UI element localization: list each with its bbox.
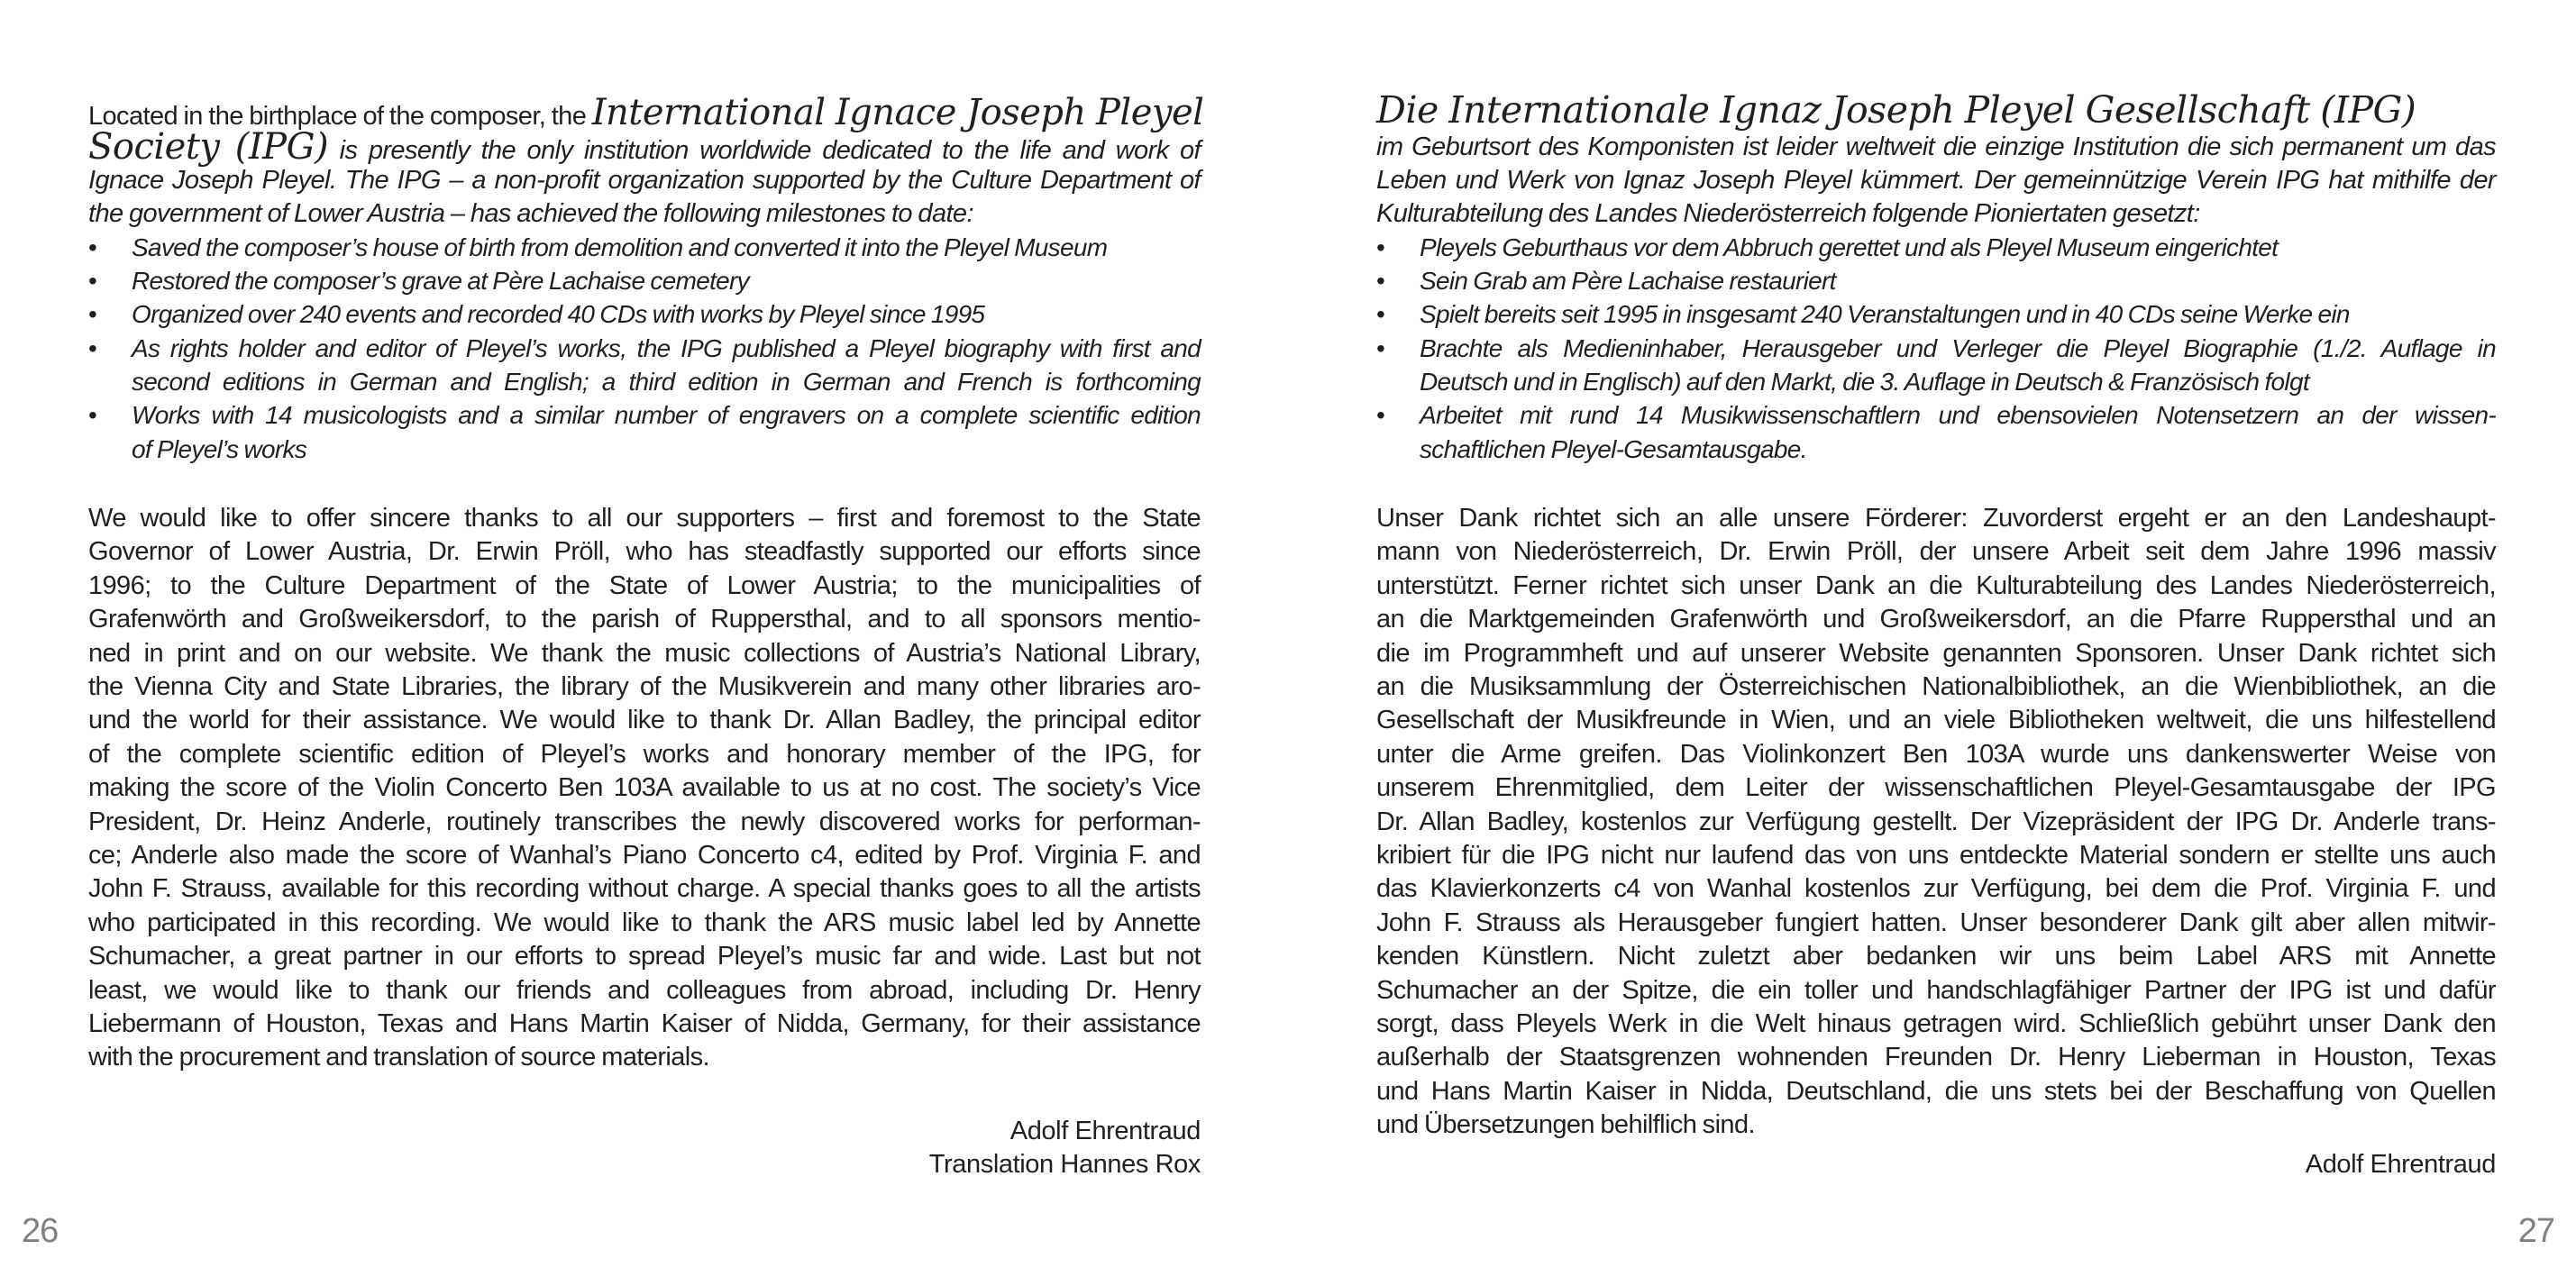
paragraph-line: mann von Niederösterreich, Dr. Erwin Pröll, der unsere Arbeit seit dem Jahre 1996 massiv	[1376, 537, 2496, 567]
bullet-icon: •	[88, 300, 97, 328]
paragraph-line: Grafenwörth and Großweikersdorf, to the parish of Ruppersthal, and to all sponsors mentio-	[88, 605, 1201, 634]
bullet-icon: •	[88, 401, 97, 429]
intro-line	[88, 126, 1201, 168]
list-item: • Works with 14 musicologists and a similar number of engravers on a complete scientific edition	[88, 398, 1201, 433]
paragraph-line: unserem Ehrenmitglied, dem Leiter der wissenschaftlichen Pleyel-Gesamtausgabe der IPG	[1376, 773, 2496, 803]
intro-line	[88, 92, 1204, 133]
bullet-icon: •	[88, 334, 97, 362]
list-item-continuation: of Pleyel’s works	[132, 435, 307, 463]
bullet-icon: •	[88, 267, 97, 295]
list-item: • Pleyels Geburthaus vor dem Abbruch gerettet und als Pleyel Museum eingerichtet	[1376, 231, 2496, 265]
society-name-script: International Ignace Joseph Pleyel	[591, 92, 1204, 133]
list-item: • Organized over 240 events and recorded 40 CDs with works by Pleyel since 1995	[88, 297, 1201, 332]
list-item-continuation: second editions in German and English; a third edition in German and French is forthcoming	[132, 368, 1201, 396]
bullet-icon: •	[1376, 233, 1385, 261]
list-item: • Brachte als Medieninhaber, Herausgeber und Verleger die Pleyel Biographie (1./2. Auflage in	[1376, 332, 2496, 366]
list-item: • Spielt bereits seit 1995 in insgesamt 240 Veranstaltungen und in 40 CDs seine Werke ein	[1376, 297, 2496, 332]
paragraph-line: ned in print and on our website. We thank the music collections of Austria’s National Library,	[88, 638, 1201, 668]
bullet-icon: •	[88, 233, 97, 261]
paragraph-line: President, Dr. Heinz Anderle, routinely transcribes the newly discovered works for performan-	[88, 807, 1201, 836]
intro-line: Kulturabteilung des Landes Niederösterreich folgende Pioniertaten gesetzt:	[1376, 199, 2200, 228]
paragraph-line: Schumacher an der Spitze, die ein toller und handschlagfähiger Partner der IPG ist und dafür	[1376, 975, 2496, 1005]
list-item-continuation: Deutsch und in Englisch) auf den Markt, die 3. Auflage in Deutsch & Französisch folgt	[1420, 368, 2309, 396]
paragraph-line: außerhalb der Staatsgrenzen wohnenden Freunden Dr. Henry Lieberman in Houston, Texas	[1376, 1043, 2496, 1072]
paragraph-line: an die Marktgemeinden Grafenwörth und Großweikersdorf, an die Pfarre Ruppersthal und an	[1376, 605, 2496, 634]
paragraph-line: John F. Strauss als Herausgeber fungiert hatten. Unser besonderer Dank gilt aber allen mitwir-	[1376, 908, 2496, 937]
paragraph-line: who participated in this recording. We would like to thank the ARS music label led by Annette	[88, 908, 1201, 937]
paragraph-line: Unser Dank richtet sich an alle unsere Förderer: Zuvorderst ergeht er an den Landeshaupt-	[1376, 504, 2496, 533]
paragraph-line: die im Programmheft und auf unserer Website genannten Sponsoren. Unser Dank richtet sich	[1376, 638, 2496, 668]
bullet-icon: •	[1376, 401, 1385, 429]
paragraph-line: kenden Künstlern. Nicht zuletzt aber bedanken wir uns beim Label ARS mit Annette	[1376, 942, 2496, 971]
intro-line: Leben und Werk von Ignaz Joseph Pleyel kümmert. Der gemeinnützige Verein IPG hat mithilfe der	[1376, 166, 2496, 195]
paragraph-line: making the score of the Violin Concerto Ben 103A available to us at no cost. The society’s Vice	[88, 773, 1201, 803]
paragraph-line: sorgt, dass Pleyels Werk in die Welt hinaus getragen wird. Schließlich gebührt unser Dank den	[1376, 1009, 2496, 1038]
list-item: • Restored the composer’s grave at Père Lachaise cemetery	[88, 264, 1201, 298]
paragraph-line: of the complete scientific edition of Pleyel’s works and honorary member of the IPG, for	[88, 739, 1201, 769]
intro-line: im Geburtsort des Komponisten ist leider weltweit die einzige Institution die sich permanent um das	[1376, 132, 2496, 161]
paragraph-line: Dr. Allan Badley, kostenlos zur Verfügung gestellt. Der Vizepräsident der IPG Dr. Anderle trans-	[1376, 807, 2496, 836]
paragraph-line: Gesellschaft der Musikfreunde in Wien, und an viele Bibliotheken weltweit, die uns hilfestellend	[1376, 706, 2496, 735]
intro-text: is presently the only institution worldwide dedicated to the life and work of	[328, 136, 1201, 165]
paragraph-line: und Hans Martin Kaiser in Nidda, Deutschland, die uns stets bei der Beschaffung von Quellen	[1376, 1076, 2496, 1106]
paragraph-line: Liebermann of Houston, Texas and Hans Martin Kaiser of Nidda, Germany, for their assistance	[88, 1009, 1201, 1038]
intro-text: Located in the birthplace of the composer, the	[88, 102, 592, 131]
right-page	[1288, 0, 2576, 1277]
paragraph-line: unterstützt. Ferner richtet sich unser Dank an die Kulturabteilung des Landes Niederösterreich,	[1376, 570, 2496, 600]
intro-line: Ignace Joseph Pleyel. The IPG – a non-profit organization supported by the Culture Department of	[88, 166, 1201, 195]
paragraph-line: Schumacher, a great partner in our efforts to spread Pleyel’s music far and wide. Last but not	[88, 942, 1201, 971]
paragraph-line: ce; Anderle also made the score of Wanhal’s Piano Concerto c4, edited by Prof. Virginia F. and	[88, 841, 1201, 870]
bullet-icon: •	[1376, 334, 1385, 362]
list-item-continuation: schaftlichen Pleyel-Gesamtausgabe.	[1420, 435, 1807, 463]
list-item: • Arbeitet mit rund 14 Musikwissenschaftlern und ebensovielen Notensetzern an der wissen-	[1376, 398, 2496, 433]
paragraph-line: least, we would like to thank our friends and colleagues from abroad, including Dr. Henry	[88, 975, 1201, 1005]
author-signature: Adolf Ehrentraud	[2305, 1150, 2496, 1179]
paragraph-line: the Vienna City and State Libraries, the library of the Musikverein and many other libraries aro-	[88, 672, 1201, 701]
bullet-icon: •	[1376, 267, 1385, 295]
paragraph-line: und the world for their assistance. We would like to thank Dr. Allan Badley, the principal editor	[88, 706, 1201, 735]
paragraph-line: und Übersetzungen behilflich sind.	[1376, 1110, 1755, 1140]
paragraph-line: das Klavierkonzerts c4 von Wanhal kostenlos zur Verfügung, bei dem die Prof. Virginia F. und	[1376, 874, 2496, 904]
paragraph-line: 1996; to the Culture Department of the State of Lower Austria; to the municipalities of	[88, 570, 1201, 600]
list-item: • Saved the composer’s house of birth from demolition and converted it into the Pleyel Museum	[88, 231, 1201, 265]
paragraph-line: John F. Strauss, available for this recording without charge. A special thanks goes to all the artists	[88, 874, 1201, 904]
author-signature: Adolf Ehrentraud	[1009, 1117, 1201, 1145]
paragraph-line: Governor of Lower Austria, Dr. Erwin Pröll, who has steadfastly supported our efforts since	[88, 537, 1201, 567]
page-number: 26	[22, 1212, 59, 1250]
page-heading: Die Internationale Ignaz Joseph Pleyel Gesellschaft (IPG)	[1376, 88, 2416, 132]
page-number: 27	[2517, 1212, 2554, 1250]
intro-line: the government of Lower Austria – has achieved the following milestones to date:	[88, 199, 973, 228]
list-item: • Sein Grab am Père Lachaise restauriert	[1376, 264, 2496, 298]
bullet-icon: •	[1376, 300, 1385, 328]
paragraph-line: unter die Arme greifen. Das Violinkonzert Ben 103A wurde uns dankenswerter Weise von	[1376, 739, 2496, 769]
list-item: • As rights holder and editor of Pleyel’s works, the IPG published a Pleyel biography with first and	[88, 332, 1201, 366]
paragraph-line: kribiert für die IPG nicht nur laufend das von uns entdeckte Material sondern er stellte uns auch	[1376, 841, 2496, 870]
society-abbrev-script: Society (IPG)	[88, 126, 329, 168]
paragraph-line: with the procurement and translation of source materials.	[88, 1043, 709, 1072]
paragraph-line: We would like to offer sincere thanks to all our supporters – first and foremost to the State	[88, 504, 1201, 533]
translator-credit: Translation Hannes Rox	[928, 1150, 1201, 1179]
paragraph-line: an die Musiksammlung der Österreichischen Nationalbibliothek, an die Wienbibliothek, an die	[1376, 672, 2496, 701]
